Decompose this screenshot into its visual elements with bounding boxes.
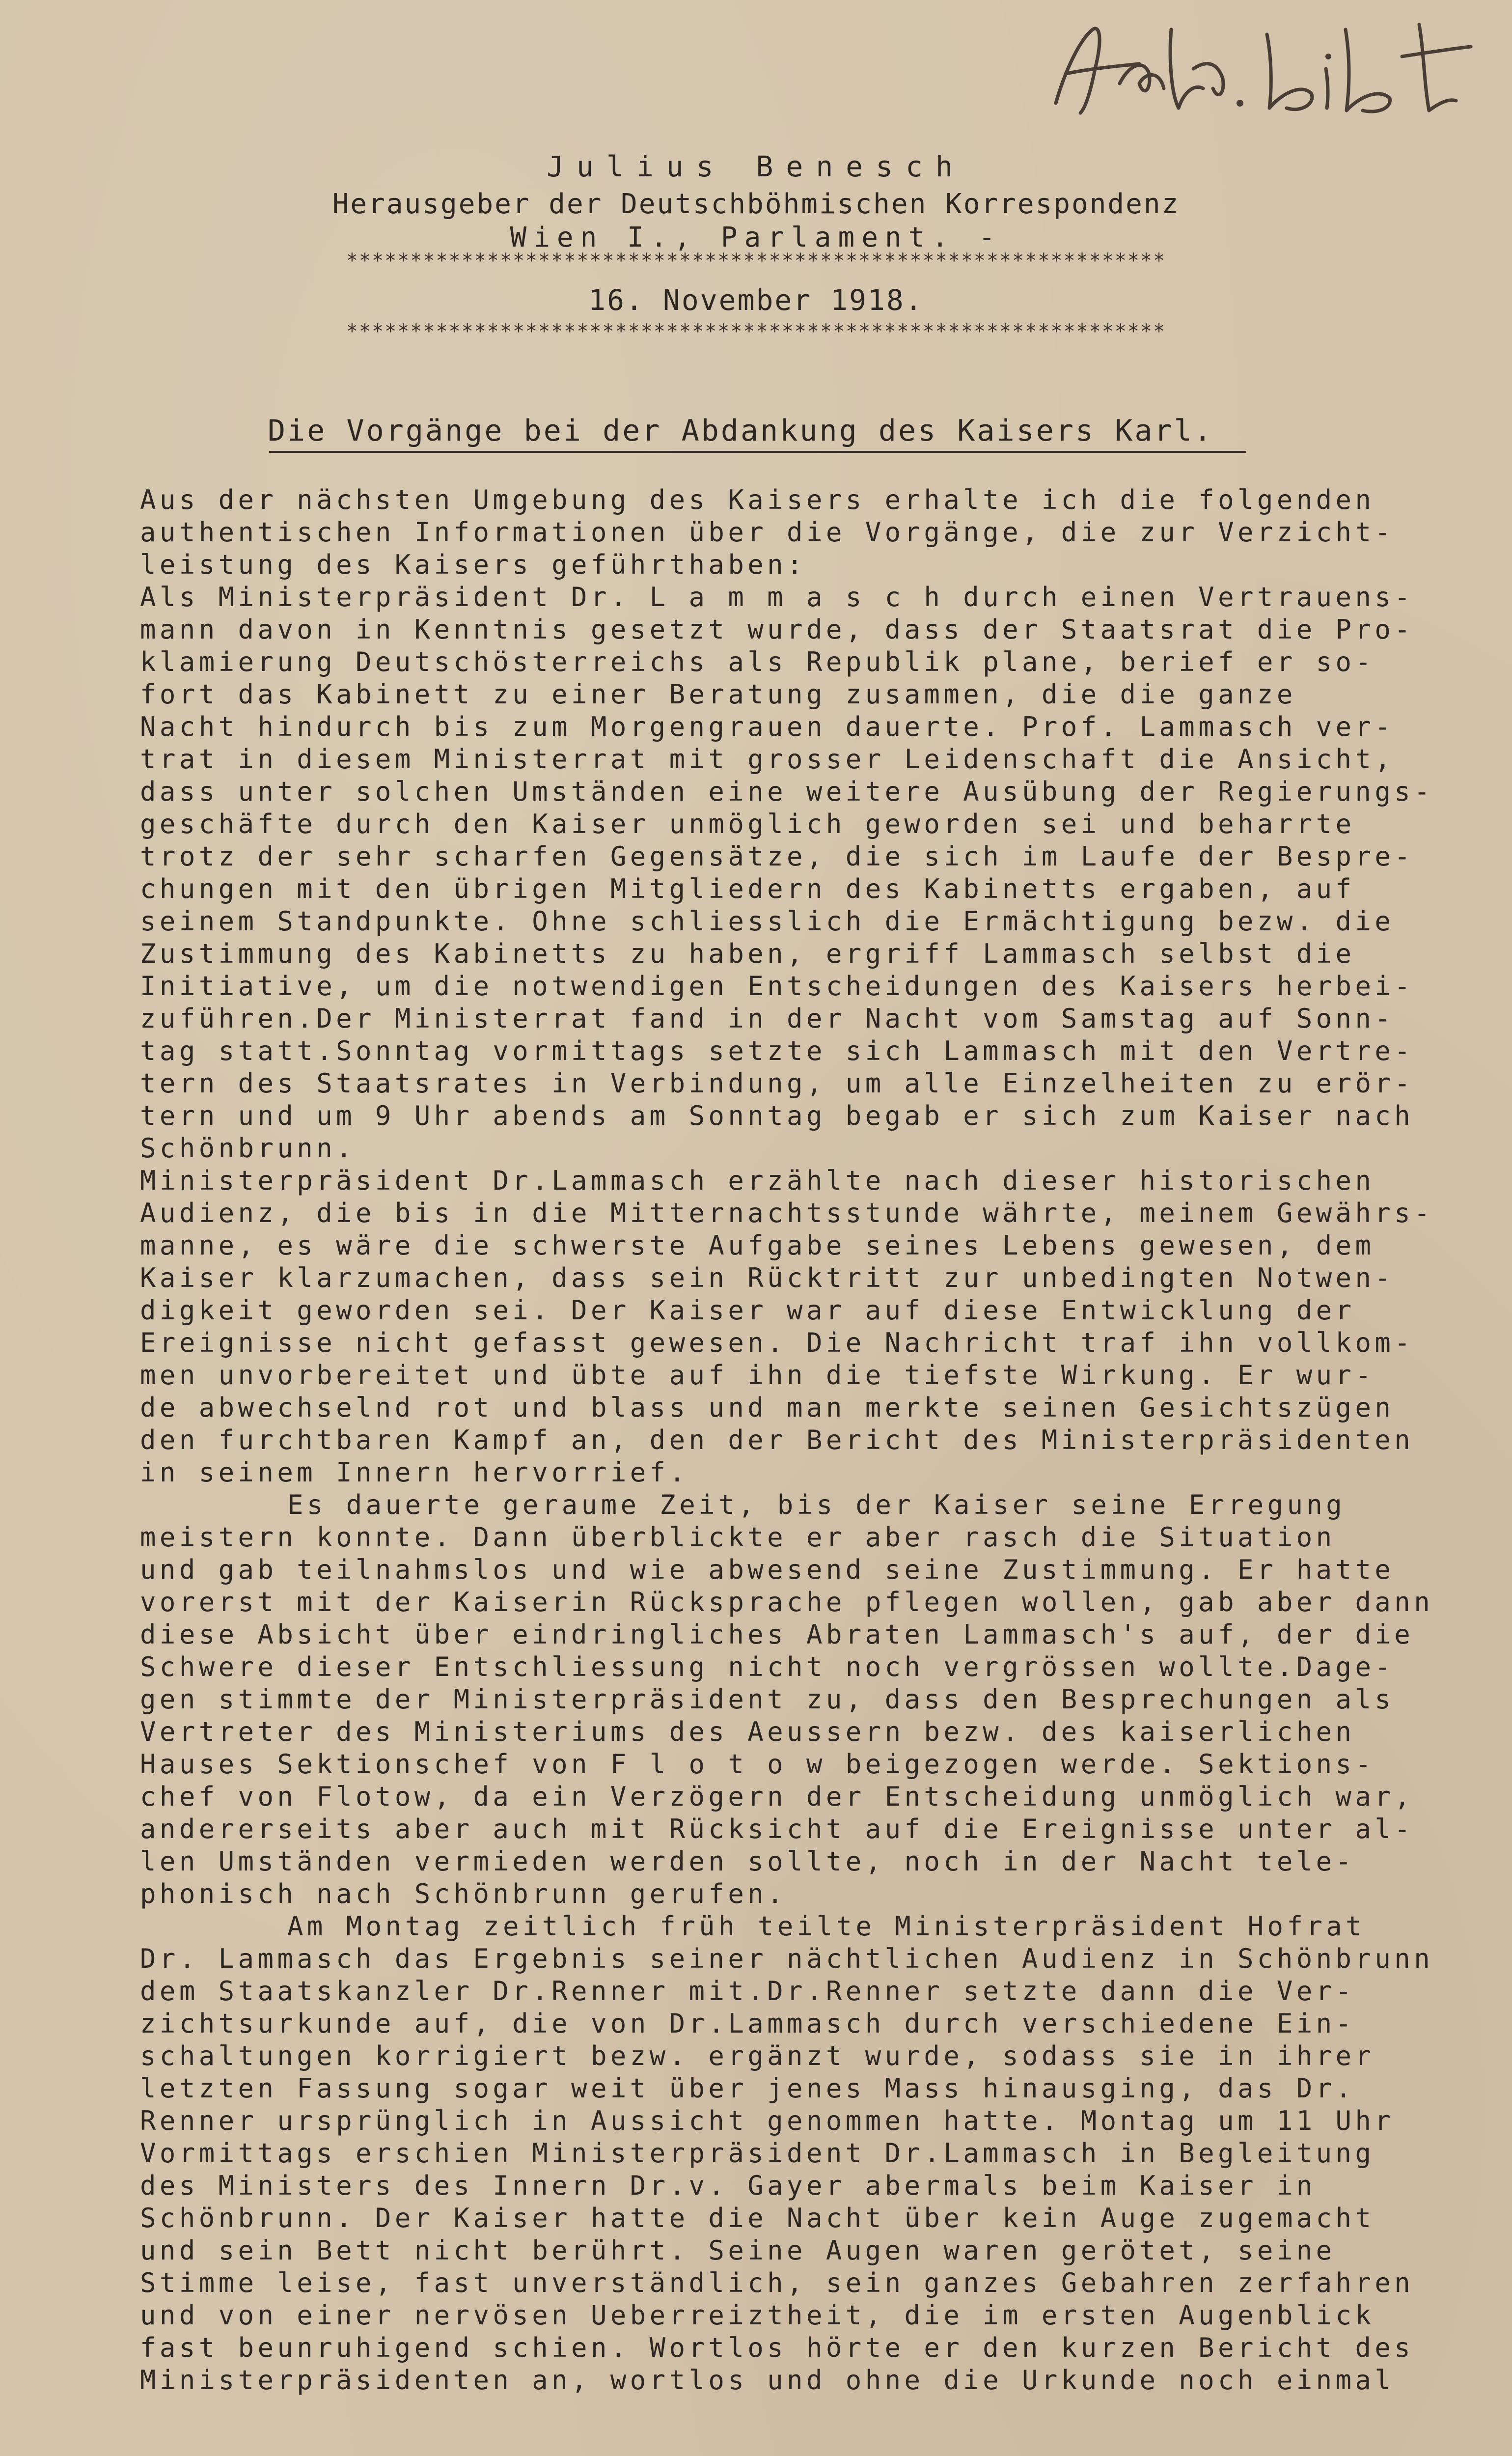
text-line: de abwechselnd rot und blass und man merkte seinen Gesichtszügen [140,1392,1395,1423]
text-line: Schwere dieser Entschliessung nicht noch vergrössen wollte.Dage- [140,1651,1395,1682]
text-line: chef von Flotow, da ein Verzögern der Entscheidung unmöglich war, [140,1781,1414,1812]
text-line: fast beunruhigend schien. Wortlos hörte er den kurzen Bericht des [140,2332,1414,2363]
text-line: tern und um 9 Uhr abends am Sonntag begab er sich zum Kaiser nach [140,1100,1414,1131]
separator-stars: **************************************************************** [346,250,1166,272]
text-line: tag statt.Sonntag vormittags setzte sich Lammasch mit den Vertre- [140,1035,1414,1066]
text-line: Schönbrunn. [140,1133,356,1164]
text-line: Stimme leise, fast unverständlich, sein ganzes Gebahren zerfahren [140,2267,1414,2298]
text-line: schaltungen korrigiert bezw. ergänzt wurde, sodass sie in ihrer [140,2040,1375,2071]
text-line: Initiative, um die notwendigen Entscheidungen des Kaisers herbei- [140,971,1414,1002]
text-line: trotz der sehr scharfen Gegensätze, die sich im Laufe der Bespre- [140,841,1414,872]
text-line: authentischen Informationen über die Vorgänge, die zur Verzicht- [140,517,1395,548]
text-line: len Umständen vermieden werden sollte, noch in der Nacht tele- [140,1846,1355,1877]
text-line: chungen mit den übrigen Mitgliedern des Kabinetts ergaben, auf [140,873,1355,904]
text-line: Dr. Lammasch das Ergebnis seiner nächtlichen Audienz in Schönbrunn [140,1943,1434,1974]
text-line: Vertreter des Ministeriums des Aeussern bezw. des kaiserlichen [140,1716,1355,1747]
text-line: zichtsurkunde auf, die von Dr.Lammasch durch verschiedene Ein- [140,2008,1355,2039]
text-line: fort das Kabinett zu einer Beratung zusammen, die die ganze [140,679,1296,710]
text-line: letzten Fassung sogar weit über jenes Mass hinausging, das Dr. [140,2073,1355,2104]
text-line: Am Montag zeitlich früh teilte Ministerpräsident Hofrat [287,1911,1366,1942]
text-line: andererseits aber auch mit Rücksicht auf die Ereignisse unter al- [140,1814,1414,1844]
address-line: Wien I., Parlament. - [510,222,1002,253]
text-line: in seinem Innern hervorrief. [140,1457,689,1488]
text-line: meistern konnte. Dann überblickte er aber rasch die Situation [140,1522,1336,1553]
text-line: manne, es wäre die schwerste Aufgabe seines Lebens gewesen, dem [140,1230,1375,1261]
text-line: Ereignisse nicht gefasst gewesen. Die Nachricht traf ihn vollkom- [140,1327,1414,1358]
text-line: dass unter solchen Umständen eine weitere Ausübung der Regierungs- [140,776,1434,807]
text-line: gen stimmte der Ministerpräsident zu, dass den Besprechungen als [140,1684,1395,1715]
author-name: Julius Benesch [547,150,965,183]
text-line: diese Absicht über eindringliches Abraten Lammasch's auf, der die [140,1619,1414,1650]
text-line: und gab teilnahmslos und wie abwesend seine Zustimmung. Er hatte [140,1554,1395,1585]
text-line: Audienz, die bis in die Mitternachtsstunde währte, meinem Gewährs- [140,1198,1434,1228]
text-line: geschäfte durch den Kaiser unmöglich geworden sei und beharrte [140,809,1355,839]
text-line: dem Staatskanzler Dr.Renner mit.Dr.Renner setzte dann die Ver- [140,1976,1355,2007]
publisher-line: Herausgeber der Deutschböhmischen Korrespondenz [332,188,1180,220]
text-line: den furchtbaren Kampf an, den der Bericht des Ministerpräsidenten [140,1424,1414,1455]
text-line: Nacht hindurch bis zum Morgengrauen dauerte. Prof. Lammasch ver- [140,711,1395,742]
text-line: phonisch nach Schönbrunn gerufen. [140,1878,787,1909]
text-line: mann davon in Kenntnis gesetzt wurde, dass der Staatsrat die Pro- [140,614,1414,645]
text-line: Es dauerte geraume Zeit, bis der Kaiser seine Erregung [287,1489,1346,1520]
article-title: Die Vorgänge bei der Abdankung des Kaisers Karl. [268,414,1213,448]
document-date: 16. November 1918. [588,283,924,317]
separator-stars: **************************************************************** [346,320,1166,343]
text-line: Zustimmung des Kabinetts zu haben, ergriff Lammasch selbst die [140,938,1355,969]
text-line: zuführen.Der Ministerrat fand in der Nacht vom Samstag auf Sonn- [140,1003,1395,1034]
text-line: Hauses Sektionschef von F l o t o w beigezogen werde. Sektions- [140,1749,1375,1780]
title-underline [269,451,1246,453]
text-line: leistung des Kaisers geführthaben: [140,549,806,580]
text-line: Ministerpräsident Dr.Lammasch erzählte nach dieser historischen [140,1165,1375,1196]
text-line: des Ministers des Innern Dr.v. Gayer abermals beim Kaiser in [140,2170,1316,2201]
text-line: Ministerpräsidenten an, wortlos und ohne die Urkunde noch einmal [140,2365,1395,2396]
text-line: Aus der nächsten Umgebung des Kaisers erhalte ich die folgenden [140,484,1375,515]
text-line: vorerst mit der Kaiserin Rücksprache pflegen wollen, gab aber dann [140,1587,1434,1618]
text-line: klamierung Deutschösterreichs als Republik plane, berief er so- [140,646,1375,677]
text-line: und von einer nervösen Ueberreiztheit, die im ersten Augenblick [140,2300,1375,2331]
text-line: Vormittags erschien Ministerpräsident Dr.Lammasch in Begleitung [140,2138,1375,2169]
handwritten-signature [1046,10,1478,123]
text-line: und sein Bett nicht berührt. Seine Augen waren gerötet, seine [140,2235,1336,2266]
text-line: tern des Staatsrates in Verbindung, um alle Einzelheiten zu erör- [140,1068,1414,1099]
text-line: trat in diesem Ministerrat mit grosser Leidenschaft die Ansicht, [140,744,1395,775]
text-line: Als Ministerpräsident Dr. L a m m a s c h durch einen Vertrauens- [140,582,1414,613]
text-line: men unvorbereitet und übte auf ihn die tiefste Wirkung. Er wur- [140,1360,1375,1391]
article-body [140,484,1436,2397]
text-line: digkeit geworden sei. Der Kaiser war auf diese Entwicklung der [140,1295,1355,1326]
text-line: Renner ursprünglich in Aussicht genommen hatte. Montag um 11 Uhr [140,2105,1395,2136]
text-line: seinem Standpunkte. Ohne schliesslich die Ermächtigung bezw. die [140,906,1395,937]
text-line: Kaiser klarzumachen, dass sein Rücktritt zur unbedingten Notwen- [140,1262,1395,1293]
text-line: Schönbrunn. Der Kaiser hatte die Nacht über kein Auge zugemacht [140,2203,1375,2233]
